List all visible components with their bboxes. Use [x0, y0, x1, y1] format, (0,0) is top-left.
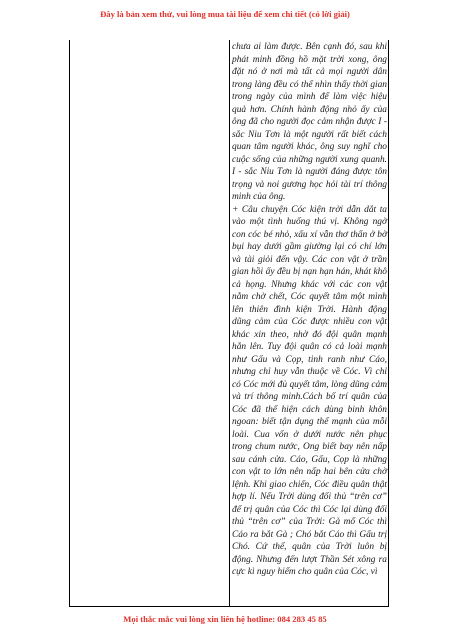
content-table [69, 40, 389, 607]
hotline-notice: Mọi thắc mắc vui lòng xin liên hệ hotline: 084 283 45 85 [123, 614, 327, 624]
paragraph-newton: chưa ai làm được. Bên cạnh đó, sau khi phát minh đồng hồ mặt trời xong, ông đặt nó ở nơi mà tất cả mọi người dân trong làng đều có thể nhìn thấy thời gian trong ngày của mình để làm việc hiệu quả hơn. Chính hành động nhỏ ấy của ông đã cho người đọc cảm nhận được I - sắc Niu Tơn là một người rất biết cách quan tâm người khác, ông suy nghĩ cho cuộc sống của những người xung quanh. I - sắc Niu Tơn là người đáng được tôn trọng và noi gương học hỏi tài trí thông minh của ông. [232, 42, 387, 202]
column-divider [229, 40, 230, 606]
paragraph-coc-kien-troi: + Câu chuyện Cóc kiện trời dẫn dắt ta vào một tình huống thú vị. Không ngờ con cóc bé nhỏ, xấu xí vẫn thơ thẩn ở bờ bụi hay dưới gầm giường lại có chí lớn và tài giỏi đến vậy. Các con vật ở trần gian hồi ấy đều bị nạn hạn hán, khát khô cả họng. Nhưng khác với các con vật nằm chờ chết, Cóc quyết tâm một mình lên thiên đình kiện Trời. Hành động dũng cảm của Cóc được nhiều con vật khác xin theo, nhờ đó đội quân mạnh hẳn lên. Tuy đội quân có cả loài mạnh như Gấu và Cọp, tinh ranh như Cáo, nhưng chỉ huy vẫn thuộc về Cóc. Vì chỉ có Cóc mới đủ quyết tâm, lòng dũng cảm và trí thông minh.Cách bố trí quân của Cóc đã thể hiện cách dùng binh khôn ngoan: biết tận dụng thế mạnh của mỗi loài. Cua vốn ở dưới nước nên phục trong chum nước, Ong biết bay nên nấp sau cánh cửa. Cáo, Gấu, Cọp là những con vật to lớn nên nấp hai bên cửa chờ lệnh. Khi giao chiến, Cóc điều quân thật hợp lí. Nếu Trời dùng đối thủ “trên cơ” để trị quân của Cóc thì Cóc lại dùng đối thủ “trên cơ” của Trời: Gà mổ Cóc thì Cáo ra bắt Gà ; Chó bắt Cáo thì Gấu trị Chó. Cứ thế, quân của Trời luôn bị động. Nhưng đến lượt Thần Sét xông ra cực kì nguy hiểm cho quân của Cóc, vì [232, 204, 387, 577]
preview-notice: Đây là bản xem thử, vui lòng mua tài liệu để xem chi tiết (có lời giải) [100, 9, 350, 19]
content-cell [232, 41, 387, 579]
